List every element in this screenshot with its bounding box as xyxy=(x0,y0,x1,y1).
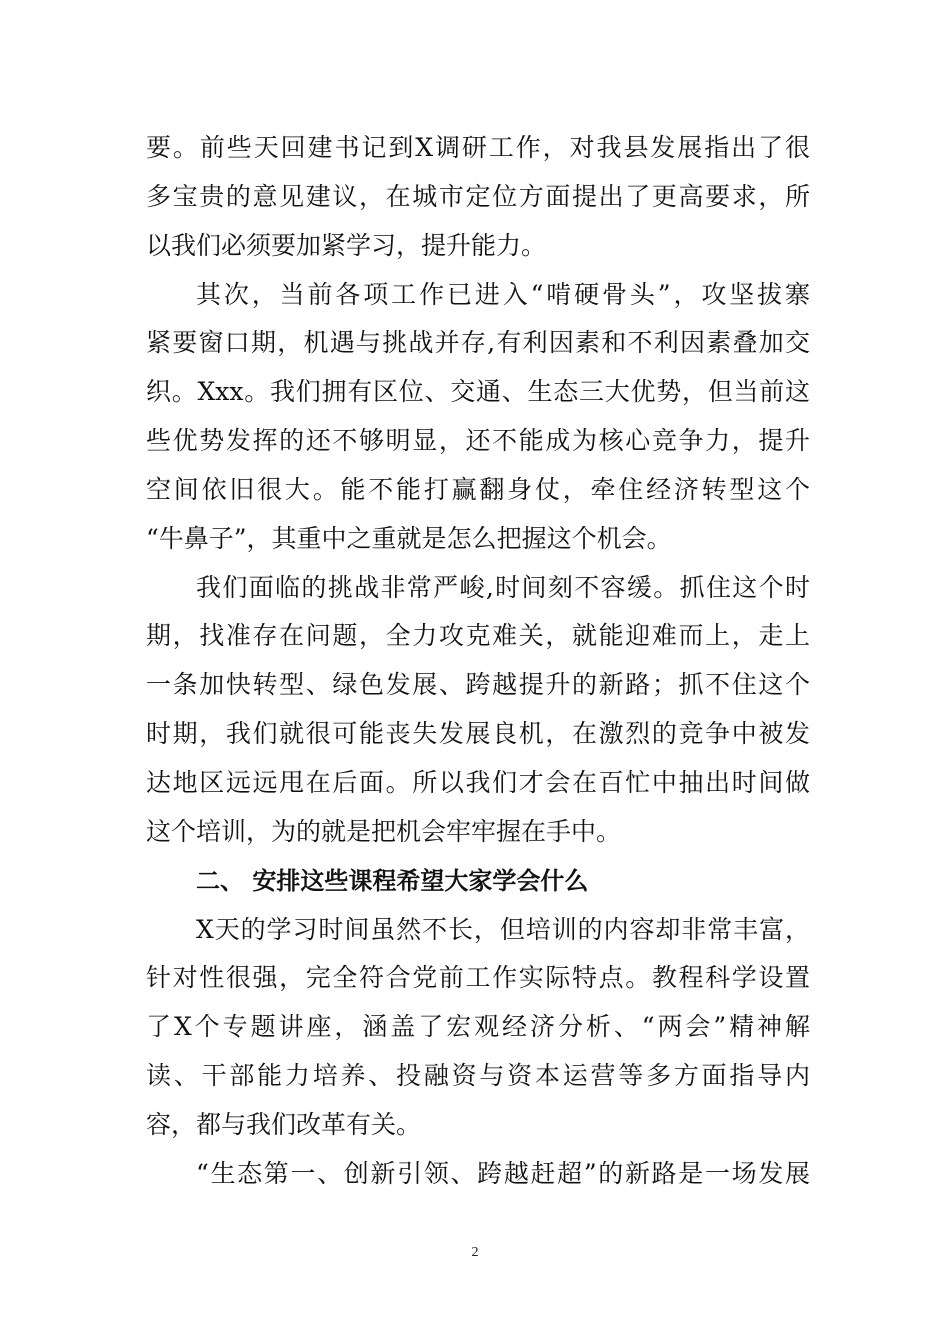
paragraph xyxy=(146,124,810,271)
paragraph xyxy=(146,564,810,857)
paragraph-line: “生态第一、创新引领、跨越赶超”的新路是一场发展 xyxy=(196,1158,810,1188)
paragraph xyxy=(146,906,810,1150)
paragraph-line: 紧要窗口期，机遇与挑战并存,有利因素和不利因素叠加交 xyxy=(146,328,810,358)
paragraph-line: “牛鼻子”，其重中之重就是怎么把握这个机会。 xyxy=(146,523,672,553)
paragraph-line: 针对性很强，完全符合党前工作实际特点。教程科学设置 xyxy=(146,963,810,993)
section-heading: 二、 安排这些课程希望大家学会什么 xyxy=(196,866,589,895)
paragraph-line: 我们面临的挑战非常严峻,时间刻不容缓。抓住这个时 xyxy=(196,572,810,602)
paragraph-line: 达地区远远甩在后面。所以我们才会在百忙中抽出时间做 xyxy=(146,767,810,797)
paragraph-line: 多宝贵的意见建议，在城市定位方面提出了更高要求，所 xyxy=(146,181,810,211)
paragraph-line: 以我们必须要加紧学习，提升能力。 xyxy=(146,230,547,260)
page-number: 2 xyxy=(471,1245,479,1260)
paragraph-line: 其次，当前各项工作已进入“啃硬骨头”，攻坚拔寨 xyxy=(196,279,810,309)
paragraph-line: 织。Xxx。我们拥有区位、交通、生态三大优势，但当前这 xyxy=(146,377,810,407)
paragraph-line: 这个培训，为的就是把机会牢牢握在手中。 xyxy=(146,816,622,846)
document-body xyxy=(146,124,810,1199)
paragraph-line: 读、干部能力培养、投融资与资本运营等多方面指导内 xyxy=(146,1061,810,1091)
paragraph-line: X天的学习时间虽然不长，但培训的内容却非常丰富， xyxy=(196,914,810,944)
paragraph xyxy=(146,271,810,564)
paragraph-line: 一条加快转型、绿色发展、跨越提升的新路；抓不住这个 xyxy=(146,670,810,700)
paragraph xyxy=(146,1150,810,1199)
paragraph-line: 时期，我们就很可能丧失发展良机，在激烈的竞争中被发 xyxy=(146,719,810,749)
paragraph-line: 期，找准存在问题，全力攻克难关，就能迎难而上，走上 xyxy=(146,621,810,651)
paragraph-line: 容，都与我们改革有关。 xyxy=(146,1109,422,1139)
paragraph-line: 空间依旧很大。能不能打赢翻身仗，牵住经济转型这个 xyxy=(146,474,810,504)
paragraph-line: 要。前些天回建书记到X调研工作，对我县发展指出了很 xyxy=(146,133,810,162)
paragraph-line: 了X个专题讲座，涵盖了宏观经济分析、“两会”精神解 xyxy=(146,1012,810,1042)
paragraph-line: 些优势发挥的还不够明显，还不能成为核心竞争力，提升 xyxy=(146,426,810,456)
